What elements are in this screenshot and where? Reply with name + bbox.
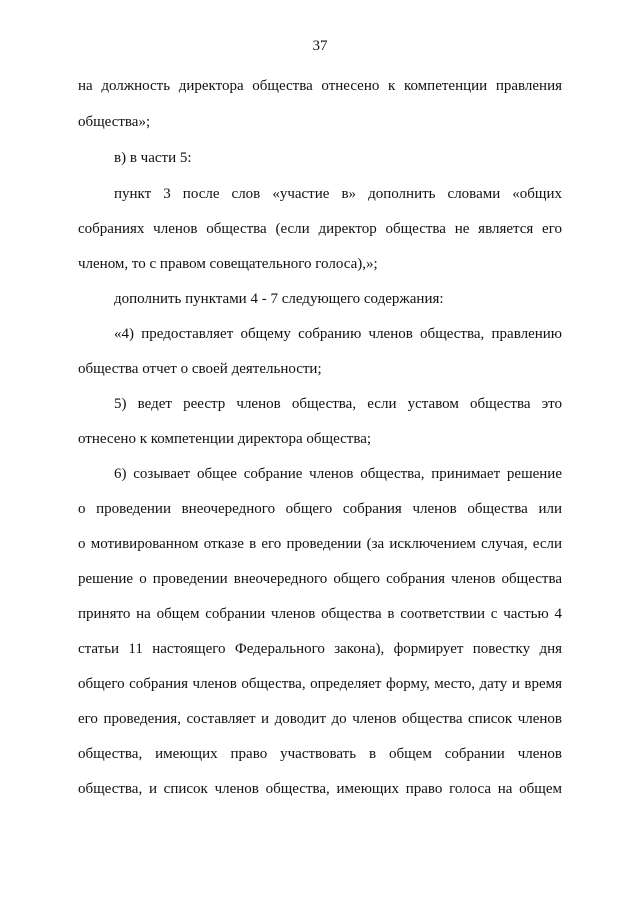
text-line: отнесено к компетенции директора общества; xyxy=(78,431,372,447)
text-line: общества отчет о своей деятельности; xyxy=(78,361,322,377)
text-line: общества, имеющих право участвовать в общем собрании членов xyxy=(78,746,562,762)
text-line: о проведении внеочередного общего собрания членов общества или xyxy=(78,501,562,517)
text-line: в) в части 5: xyxy=(114,150,192,166)
text-line: решение о проведении внеочередного общего собрания членов общества xyxy=(78,571,562,587)
text-line: на должность директора общества отнесено к компетенции правления xyxy=(78,78,562,94)
text-line: 6) созывает общее собрание членов общества, принимает решение xyxy=(114,466,562,482)
text-line: пункт 3 после слов «участие в» дополнить словами «общих xyxy=(114,186,562,202)
text-line: «4) предоставляет общему собранию членов общества, правлению xyxy=(114,326,562,342)
text-line: членом, то с правом совещательного голоса),»; xyxy=(78,256,378,272)
text-line: собраниях членов общества (если директор общества не является его xyxy=(78,221,562,237)
text-line: общества, и список членов общества, имеющих право голоса на общем xyxy=(78,781,562,797)
text-line: дополнить пунктами 4 - 7 следующего содержания: xyxy=(114,291,444,307)
text-line: общества»; xyxy=(78,114,151,130)
text-line: 5) ведет реестр членов общества, если уставом общества это xyxy=(114,396,562,412)
text-line: принято на общем собрании членов общества в соответствии с частью 4 xyxy=(78,606,562,622)
text-line: статьи 11 настоящего Федерального закона), формирует повестку дня xyxy=(78,641,562,657)
text-line: о мотивированном отказе в его проведении (за исключением случая, если xyxy=(78,536,562,552)
text-line: его проведения, составляет и доводит до членов общества список членов xyxy=(78,711,562,727)
text-line: общего собрания членов общества, определяет форму, место, дату и время xyxy=(78,676,562,692)
page-number: 37 xyxy=(312,38,328,54)
